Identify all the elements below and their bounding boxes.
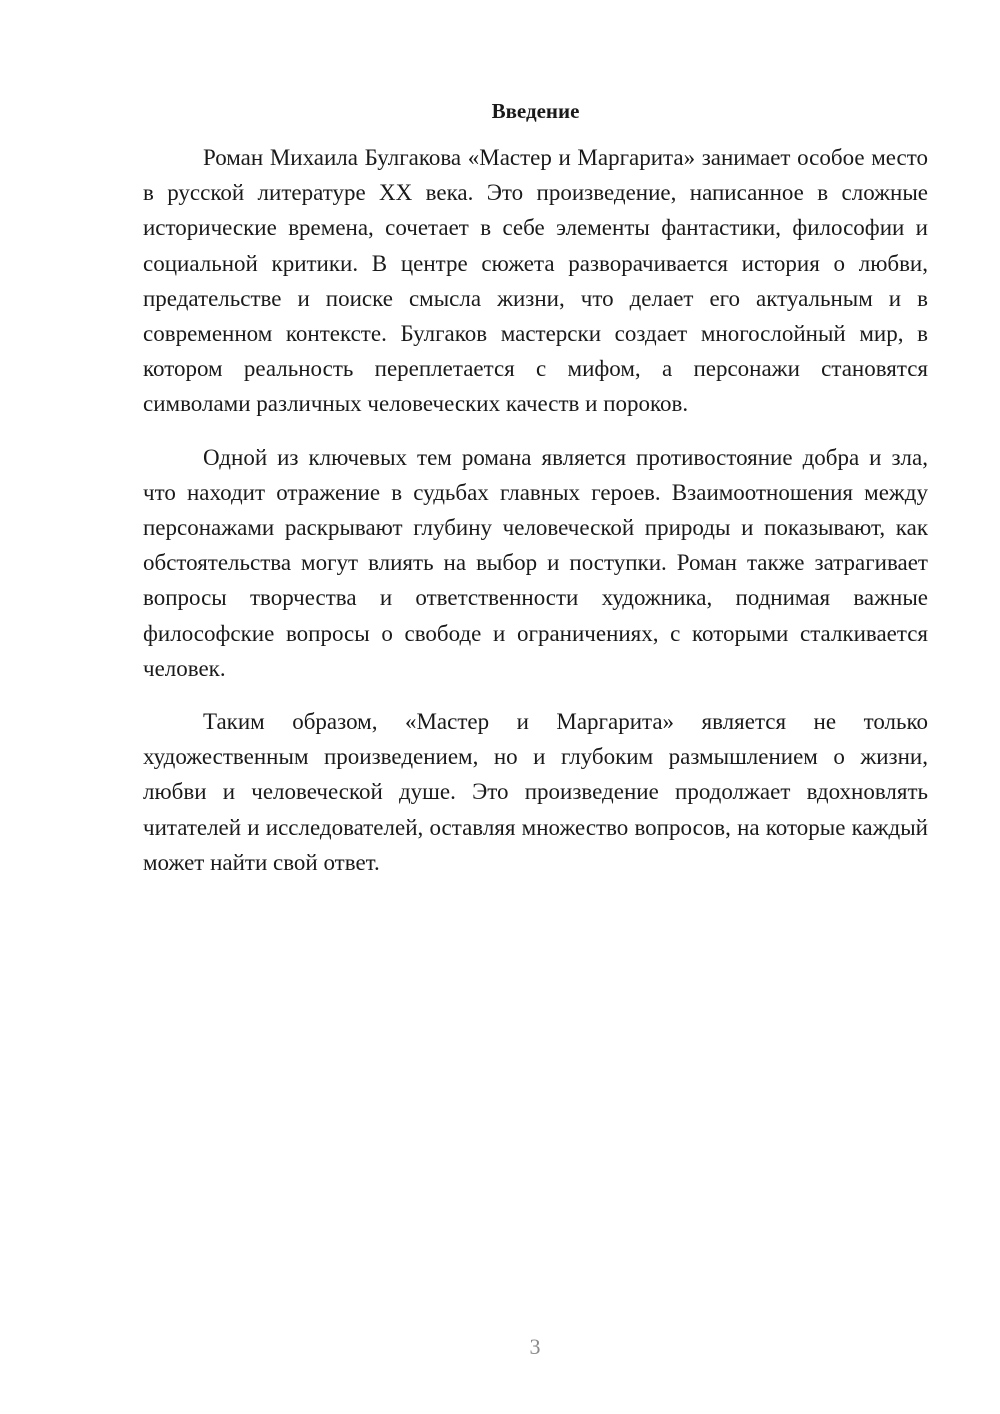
paragraph-1: Роман Михаила Булгакова «Мастер и Маргарита» занимает особое место в русской литературе XX века. Это произведение, написанное в сложные исторические времена, сочетает в себе элементы фантастики, философии и социальной критики. В центре сюжета разворачивается история о любви, предательстве и поиске смысла жизни, что делает его актуальным и в современном контексте. Булгаков мастерски создает многослойный мир, в котором реальность переплетается с мифом, а персонажи становятся символами различных человеческих качеств и пороков. [143,145,928,417]
paragraph-2: Одной из ключевых тем романа является противостояние добра и зла, что находит отражение в судьбах главных героев. Взаимоотношения между персонажами раскрывают глубину человеческой природы и показывают, как обстоятельства могут влиять на выбор и поступки. Роман также затрагивает вопросы творчества и ответственности художника, поднимая важные философские вопросы о свободе и ограничениях, с которыми сталкивается человек. [143,444,928,681]
page-content [143,96,928,880]
page-number: 3 [529,1334,541,1359]
section-title: Введение [491,99,580,123]
paragraph-3: Таким образом, «Мастер и Маргарита» является не только художественным произведением, но и глубоким размышлением о жизни, любви и человеческой душе. Это произведение продолжает вдохновлять читателей и исследователей, оставляя множество вопросов, на которые каждый может найти свой ответ. [143,709,928,875]
